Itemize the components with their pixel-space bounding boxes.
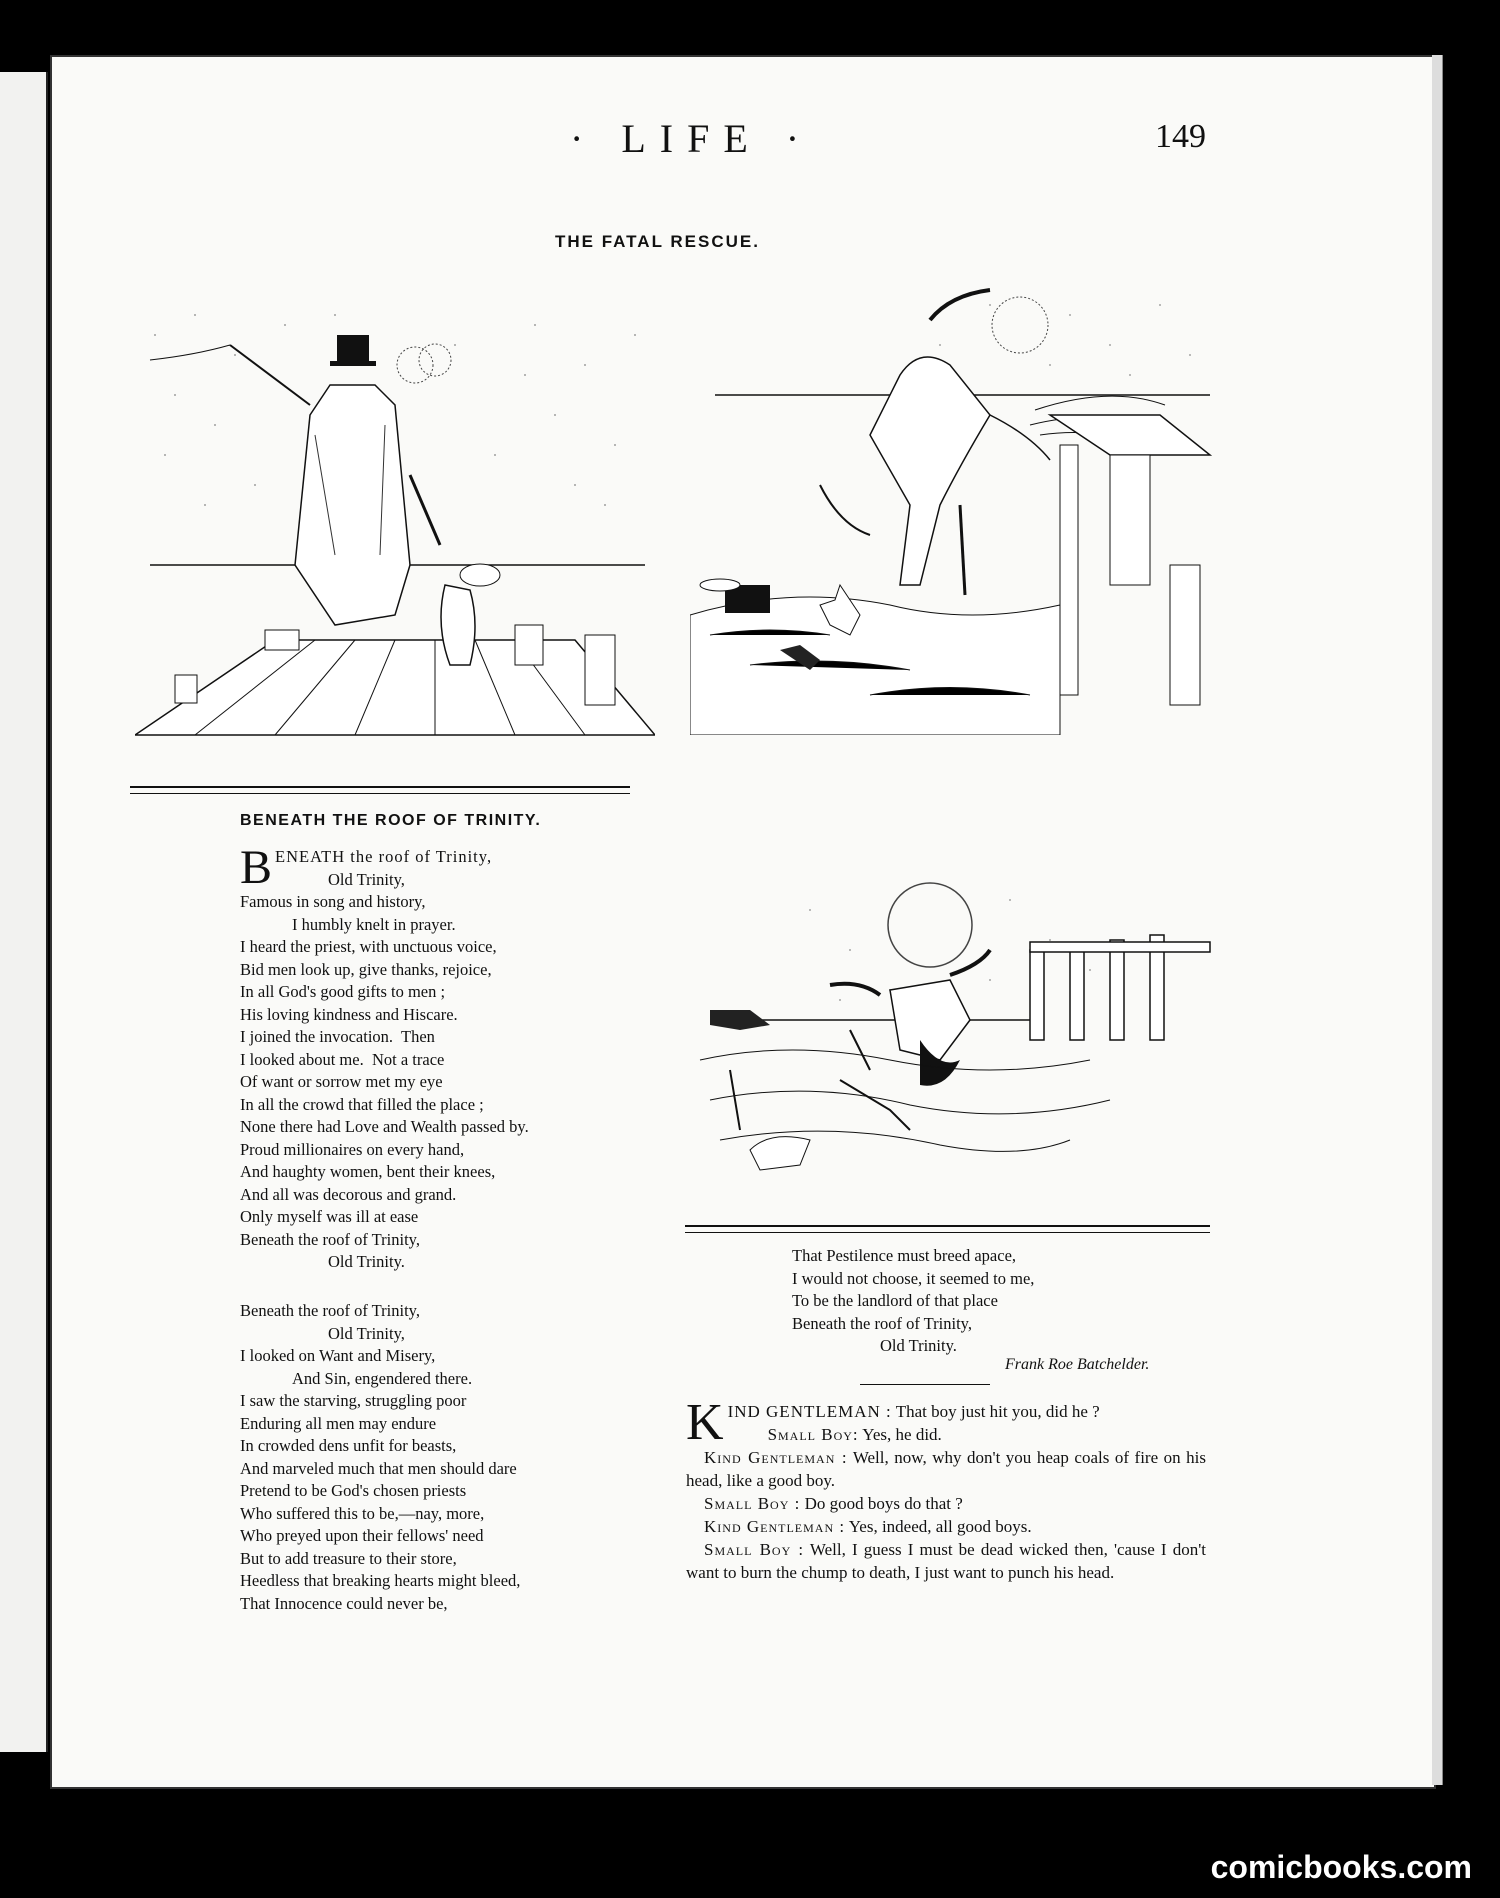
poem-line: I joined the invocation. Then [240,1027,435,1046]
divider-left [130,786,630,794]
poem-line: Of want or sorrow met my eye [240,1072,443,1091]
poem-line: I humbly knelt in prayer. [292,914,456,934]
dialog-line [686,1446,1206,1492]
poem-line: Proud millionaires on every hand, [240,1139,465,1159]
speaker: Kind Gentleman : [704,1517,846,1536]
dialog-text: Yes, indeed, all good boys. [845,1517,1032,1536]
poem-line: None there had Love and Wealth passed by. [240,1117,529,1136]
poem-line: Old Trinity, [328,869,405,889]
poem-line: Beneath the roof of Trinity, [240,1229,420,1249]
poem-line: Old Trinity. [880,1336,957,1355]
poem-line: Bid men look up, give thanks, rejoice, [240,959,492,979]
poem-line: And Sin, engendered there. [292,1368,473,1388]
speaker: Small Boy: [767,1425,859,1444]
poem-line: Only myself was ill at ease [240,1207,419,1226]
poem-line: His loving kindness and Hiscare. [240,1004,458,1024]
poem-stanza-2 [240,1300,600,1615]
speaker: IND GENTLEMAN : [727,1402,892,1421]
page-edge-shadow [1432,55,1443,1785]
poem-line: And all was decorous and grand. [240,1184,457,1204]
poem-line: I heard the priest, with unctuous voice, [240,937,497,956]
poem-line: But to add treasure to their store, [240,1548,457,1568]
poem-line: Beneath the roof of Trinity, [240,1301,420,1320]
dialog-line [686,1423,1206,1446]
dialog-text: Yes, he did. [858,1425,942,1444]
poem-stanza-1 [240,841,600,1274]
poem-line: Who suffered this to be,—nay, more, [240,1503,485,1523]
poem-line: Famous in song and history, [240,892,426,911]
poem-line: Old Trinity, [328,1323,405,1343]
dialog-line [686,1515,1206,1538]
poem-line: I saw the starving, struggling poor [240,1391,467,1410]
poem-line: To be the landlord of that place [792,1291,998,1310]
panel-2-illustration [690,285,1235,735]
poem-dropcap: B [240,841,273,894]
dialog-line [686,1492,1206,1515]
previous-page-edge [0,72,48,1752]
poem-line: I looked about me. Not a trace [240,1049,445,1069]
poem-line: In all the crowd that filled the place ; [240,1094,484,1114]
cartoon-panel-2 [690,285,1235,735]
poem-line: In all God's good gifts to men ; [240,982,446,1001]
panel-1-illustration [135,295,655,740]
dialog-text: Well, I guess I must be dead wicked then, 'cause I don't want to burn the chump to death, I just want to punch his head. [686,1540,1206,1582]
dialog-text: That boy just hit you, did he ? [891,1402,1100,1421]
speaker: Kind Gentleman : [704,1448,848,1467]
poem-line: Who preyed upon their fellows' need [240,1526,484,1545]
poem-line: Enduring all men may endure [240,1413,437,1433]
poem-line: ENEATH the roof of Trinity, [275,847,493,866]
poem-line: Heedless that breaking hearts might bleed, [240,1571,521,1590]
poem-line: In crowded dens unfit for beasts, [240,1436,457,1455]
speaker: Small Boy : [704,1540,805,1559]
poem-line: Old Trinity. [328,1252,405,1271]
cartoon-panel-3 [690,870,1235,1240]
divider-right [685,1225,1210,1233]
dialog-text: Well, now, why don't you heap coals of fire on his head, like a good boy. [686,1448,1206,1490]
poem-line: That Innocence could never be, [240,1593,448,1613]
dialog-line [686,1538,1206,1584]
poem-line: I would not choose, it seemed to me, [792,1268,1035,1288]
speaker: Small Boy : [704,1494,801,1513]
dialog-text: Do good boys do that ? [800,1494,963,1513]
poem-line: And haughty women, bent their knees, [240,1162,496,1181]
cartoon-panel-1 [135,295,655,740]
watermark: comicbooks.com [1210,1849,1472,1885]
page-number: 149 [1155,118,1206,155]
dialog-joke [686,1394,1206,1584]
poem-continuation [792,1245,1152,1358]
poem-title: BENEATH THE ROOF OF TRINITY. [240,812,542,829]
poem-line: And marveled much that men should dare [240,1458,517,1478]
masthead: · LIFE · [570,116,814,161]
panel-3-illustration [690,870,1235,1240]
poem-line: Beneath the roof of Trinity, [792,1313,972,1333]
author-rule [860,1384,990,1385]
poem-line: That Pestilence must breed apace, [792,1246,1017,1265]
dialog-dropcap: K [686,1394,724,1451]
poem-author: Frank Roe Batchelder. [1005,1356,1150,1373]
poem-line: Pretend to be God's chosen priests [240,1481,467,1500]
cartoon-title: THE FATAL RESCUE. [555,232,760,251]
poem-line: I looked on Want and Misery, [240,1346,436,1365]
